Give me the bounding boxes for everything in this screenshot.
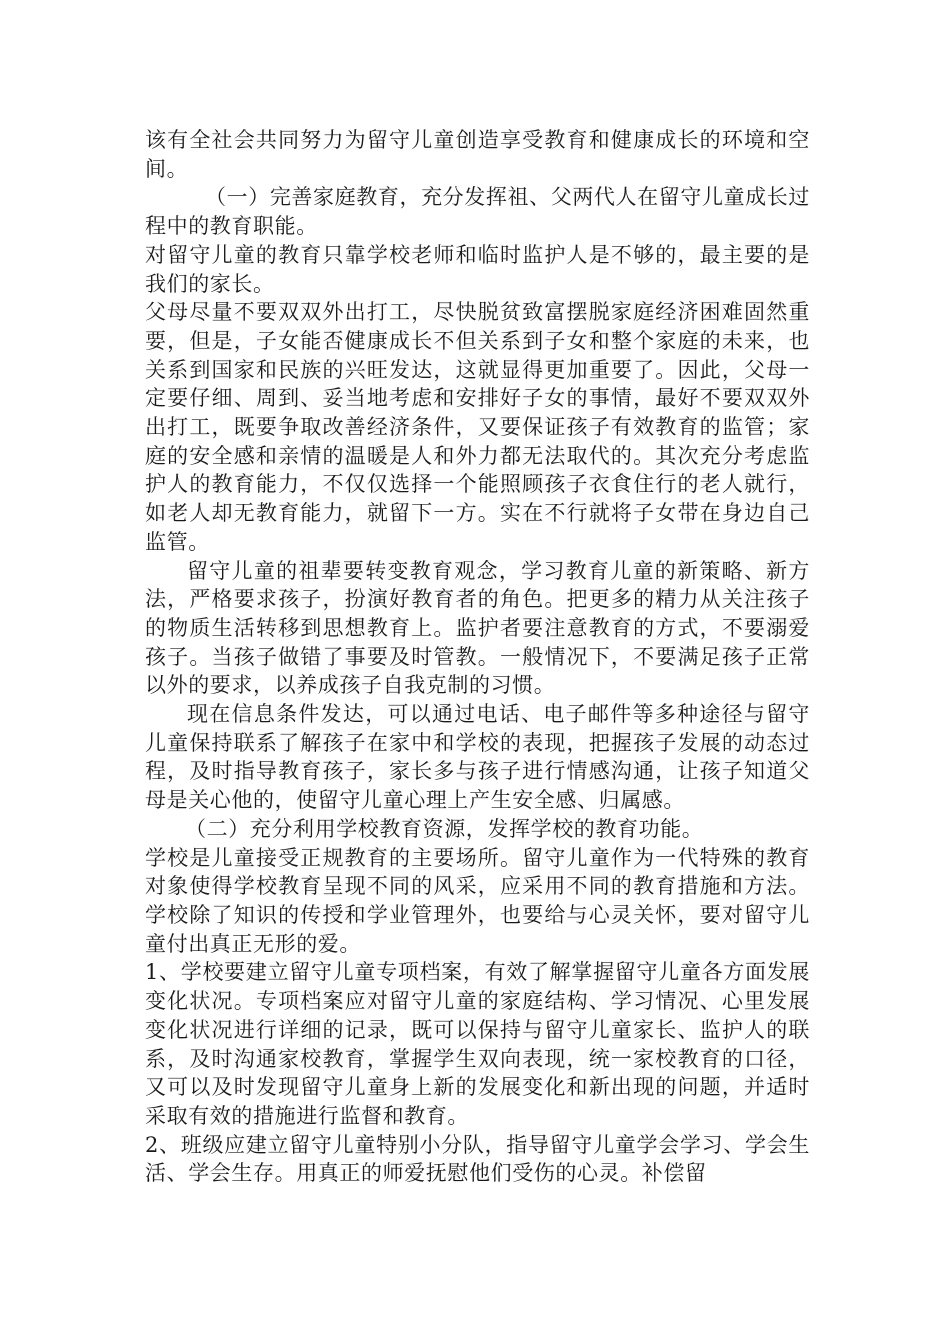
paragraph: 父母尽量不要双双外出打工，尽快脱贫致富摆脱家庭经济困难固然重要，但是，子女能否健康成长不但关系到子女和整个家庭的未来，也关系到国家和民族的兴旺发达，这就显得更加重要了。因此，父母一定要仔细、周到、妥当地考虑和安排好子女的事情，最好不要双双外出打工，既要争取改善经济条件，又要保证孩子有效教育的监管；家庭的安全感和亲情的温暖是人和外力都无法取代的。其次充分考虑监护人的教育能力，不仅仅选择一个能照顾孩子衣食住行的老人就行，如老人却无教育能力，就留下一方。实在不行就将子女带在身边自己监管。	[145, 300, 810, 554]
list-item-2: 2、班级应建立留守儿童特别小分队，指导留守儿童学会学习、学会生活、学会生存。用真正的师爱抚慰他们受伤的心灵。补偿留	[145, 1132, 810, 1186]
section-heading-2: （二）充分利用学校教育资源，发挥学校的教育功能。	[185, 816, 704, 841]
document-body	[145, 126, 810, 1188]
section-heading-1: （一）完善家庭教育，充分发挥祖、父两代人在留守儿童成长过程中的教育职能。	[145, 185, 810, 239]
paragraph: 现在信息条件发达，可以通过电话、电子邮件等多种途径与留守儿童保持联系了解孩子在家中和学校的表现，把握孩子发展的动态过程，及时指导教育孩子，家长多与孩子进行情感沟通，让孩子知道父母是关心他的，使留守儿童心理上产生安全感、归属感。	[145, 702, 810, 813]
paragraph: 对留守儿童的教育只靠学校老师和临时监护人是不够的，最主要的是我们的家长。	[145, 242, 810, 296]
paragraph: 留守儿童的祖辈要转变教育观念，学习教育儿童的新策略、新方法，严格要求孩子，扮演好教育者的角色。把更多的精力从关注孩子的物质生活转移到思想教育上。监护者要注意教育的方式，不要溺爱孩子。当孩子做错了事要及时管教。一般情况下，不要满足孩子正常以外的要求，以养成孩子自我克制的习惯。	[145, 558, 810, 698]
paragraph: 学校是儿童接受正规教育的主要场所。留守儿童作为一代特殊的教育对象使得学校教育呈现不同的风采，应采用不同的教育措施和方法。学校除了知识的传授和学业管理外，也要给与心灵关怀，要对留守儿童付出真正无形的爱。	[145, 845, 810, 956]
paragraph: 该有全社会共同努力为留守儿童创造享受教育和健康成长的环境和空间。	[145, 128, 810, 181]
list-item-1: 1、学校要建立留守儿童专项档案，有效了解掌握留守儿童各方面发展变化状况。专项档案应对留守儿童的家庭结构、学习情况、心里发展变化状况进行详细的记录，既可以保持与留守儿童家长、监护人的联系，及时沟通家校教育，掌握学生双向表现，统一家校教育的口径，又可以及时发现留守儿童身上新的发展变化和新出现的问题，并适时采取有效的措施进行监督和教育。	[145, 960, 810, 1128]
